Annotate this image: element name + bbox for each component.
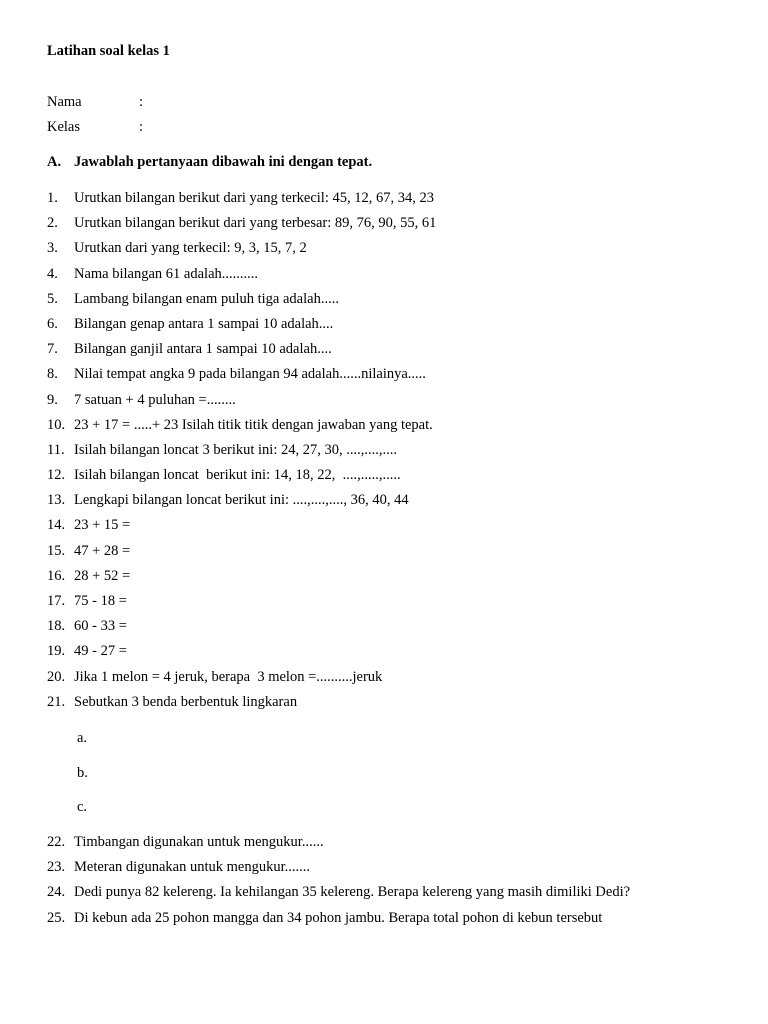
question-text: Nama bilangan 61 adalah..........	[74, 265, 259, 282]
question-text: 7 satuan + 4 puluhan =........	[74, 391, 236, 408]
question-text: Nilai tempat angka 9 pada bilangan 94 adalah......nilainya.....	[74, 366, 426, 383]
question-item	[47, 832, 747, 857]
question-text: Dedi punya 82 kelereng. Ia kehilangan 35 kelereng. Berapa kelereng yang masih dimiliki Dedi?	[74, 884, 631, 901]
answer-sub-item: c.	[77, 799, 88, 815]
question-item	[47, 882, 747, 907]
question-number: 23.	[47, 859, 66, 876]
question-item	[47, 415, 747, 440]
question-text: Lengkapi bilangan loncat berikut ini: ....,....,...., 36, 40, 44	[74, 492, 409, 509]
question-text: Timbangan digunakan untuk mengukur......	[74, 834, 324, 850]
question-text: Isilah bilangan loncat berikut ini: 14, 18, 22, ....,.....,.....	[74, 467, 401, 484]
question-text: 47 + 28 =	[74, 542, 131, 559]
question-number: 5.	[47, 290, 58, 307]
question-text: Urutkan bilangan berikut dari yang terkecil: 45, 12, 67, 34, 23	[74, 190, 434, 206]
question-number: 20.	[47, 668, 66, 685]
question-number: 7.	[47, 341, 58, 358]
question-text: 23 + 15 =	[74, 517, 131, 534]
question-text: 75 - 18 =	[74, 593, 127, 609]
question-list-continued	[47, 832, 747, 933]
question-number: 8.	[47, 366, 58, 383]
class-field	[47, 119, 143, 139]
question-number: 17.	[47, 593, 66, 609]
question-text: Lambang bilangan enam puluh tiga adalah.....	[74, 290, 339, 307]
class-separator: :	[139, 119, 144, 135]
question-number: 1.	[47, 190, 58, 206]
question-number: 14.	[47, 517, 66, 534]
question-text: Meteran digunakan untuk mengukur.......	[74, 859, 310, 876]
question-text: Urutkan bilangan berikut dari yang terbesar: 89, 76, 90, 55, 61	[74, 215, 437, 232]
question-text: 60 - 33 =	[74, 618, 127, 635]
question-number: 9.	[47, 391, 58, 408]
question-number: 21.	[47, 693, 66, 710]
question-item	[47, 616, 747, 641]
question-item	[47, 515, 747, 540]
question-number: 15.	[47, 542, 66, 559]
name-field	[47, 94, 143, 114]
question-item	[47, 314, 747, 339]
question-item	[47, 591, 747, 616]
question-number: 22.	[47, 834, 66, 850]
question-number: 13.	[47, 492, 66, 509]
question-item	[47, 566, 747, 591]
question-text: Isilah bilangan loncat 3 berikut ini: 24, 27, 30, ....,....,....	[74, 441, 397, 458]
question-number: 4.	[47, 265, 58, 282]
question-text: 49 - 27 =	[74, 643, 127, 660]
answer-sub-item: a.	[77, 730, 88, 746]
page-title: Latihan soal kelas 1	[47, 43, 170, 59]
question-item	[47, 440, 747, 465]
question-text: Di kebun ada 25 pohon mangga dan 34 pohon jambu. Berapa total pohon di kebun tersebut	[74, 909, 603, 926]
question-number: 3.	[47, 240, 58, 257]
question-item	[47, 465, 747, 490]
question-list	[47, 188, 747, 717]
question-text: Sebutkan 3 benda berbentuk lingkaran	[74, 693, 298, 710]
section-heading	[47, 154, 372, 171]
question-item	[47, 213, 747, 238]
section-number: A.	[47, 154, 62, 170]
question-number: 2.	[47, 215, 58, 232]
question-item	[47, 908, 747, 933]
name-label: Nama	[47, 94, 82, 110]
question-item	[47, 364, 747, 389]
question-number: 6.	[47, 315, 58, 332]
question-item	[47, 667, 747, 692]
question-item	[47, 289, 747, 314]
question-text: Jika 1 melon = 4 jeruk, berapa 3 melon =..........jeruk	[74, 668, 383, 685]
question-text: 23 + 17 = .....+ 23 Isilah titik titik dengan jawaban yang tepat.	[74, 416, 433, 433]
question-number: 24.	[47, 884, 66, 901]
question-item	[47, 238, 747, 263]
name-separator: :	[139, 94, 144, 110]
question-item	[47, 390, 747, 415]
question-item	[47, 490, 747, 515]
class-label: Kelas	[47, 119, 81, 135]
question-number: 18.	[47, 618, 66, 635]
question-number: 19.	[47, 643, 66, 660]
question-item	[47, 541, 747, 566]
question-item	[47, 188, 747, 213]
question-number: 11.	[47, 441, 65, 458]
answer-sub-list	[77, 728, 88, 832]
question-text: Urutkan dari yang terkecil: 9, 3, 15, 7, 2	[74, 240, 307, 257]
question-item	[47, 641, 747, 666]
section-instruction: Jawablah pertanyaan dibawah ini dengan tepat.	[74, 154, 373, 170]
question-number: 10.	[47, 416, 66, 433]
question-number: 12.	[47, 467, 66, 484]
question-text: Bilangan ganjil antara 1 sampai 10 adalah....	[74, 341, 332, 358]
question-number: 16.	[47, 567, 66, 584]
question-number: 25.	[47, 909, 66, 926]
question-text: Bilangan genap antara 1 sampai 10 adalah....	[74, 315, 334, 332]
question-text: 28 + 52 =	[74, 567, 131, 584]
answer-sub-item: b.	[77, 764, 88, 781]
question-item	[47, 339, 747, 364]
question-item	[47, 264, 747, 289]
question-item	[47, 857, 747, 882]
question-item	[47, 692, 747, 717]
